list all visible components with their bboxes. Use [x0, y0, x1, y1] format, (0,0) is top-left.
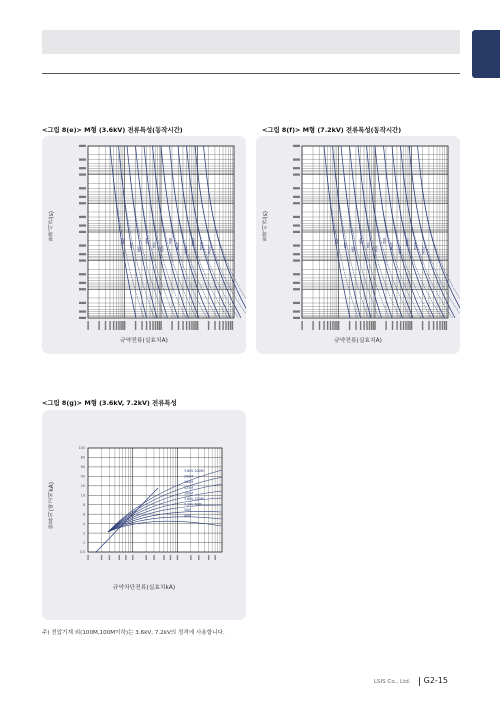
figure-f-xlabel: 규약전류(실효치A) [334, 338, 382, 344]
y-tick-label: 2 [82, 531, 85, 536]
curve-label: 7.2kV 50M [184, 502, 202, 507]
x-tick-mark [355, 321, 356, 330]
y-tick-mark [79, 288, 86, 290]
y-tick-mark [79, 158, 86, 160]
y-tick-mark [79, 317, 86, 319]
x-tick-mark [373, 321, 374, 330]
x-tick-mark [98, 321, 99, 330]
curve-label: 65A [374, 246, 378, 253]
y-tick-mark [293, 167, 300, 169]
y-tick-mark [79, 216, 86, 218]
x-tick-mark [436, 321, 437, 330]
x-tick-mark [152, 321, 153, 330]
x-tick-mark [191, 321, 192, 330]
y-tick-mark [293, 202, 300, 204]
y-tick-label: 8 [82, 502, 85, 507]
x-tick-mark [190, 555, 191, 560]
x-tick-mark [428, 321, 429, 330]
y-tick-mark [79, 187, 86, 189]
x-tick-mark [232, 321, 233, 330]
x-tick-mark [125, 555, 126, 560]
y-tick-label: 10 [80, 493, 85, 498]
y-tick-mark [293, 187, 300, 189]
x-tick-mark [214, 321, 215, 330]
x-tick-mark [301, 321, 302, 330]
x-tick-mark [101, 555, 102, 560]
y-tick-mark [79, 145, 86, 147]
x-tick-mark [109, 555, 110, 560]
x-tick-mark [446, 321, 447, 330]
x-tick-mark [178, 321, 179, 330]
x-tick-mark [105, 321, 106, 330]
curve-label: 20A [121, 238, 125, 245]
y-tick-mark [79, 167, 86, 169]
y-tick-mark [293, 196, 300, 198]
curve-label: 100M [184, 491, 194, 496]
x-tick-mark [371, 321, 372, 330]
x-tick-mark [197, 321, 198, 330]
figure-f-ylabel: 동작시간(s) [263, 211, 269, 242]
x-tick-mark [360, 321, 361, 330]
x-tick-mark [442, 321, 443, 330]
figure-e-chart [42, 136, 246, 354]
x-tick-mark [87, 321, 88, 330]
y-tick-mark [293, 244, 300, 246]
curve-label: 40M [184, 513, 192, 518]
y-tick-mark [293, 224, 300, 226]
x-tick-mark [170, 555, 171, 560]
y-tick-label: 20 [80, 484, 85, 489]
x-tick-mark [155, 321, 156, 330]
y-tick-mark [79, 282, 86, 284]
y-tick-mark [79, 259, 86, 261]
x-tick-mark [444, 321, 445, 330]
y-tick-mark [293, 216, 300, 218]
y-tick-mark [293, 145, 300, 147]
x-tick-mark [433, 321, 434, 330]
section-tab [472, 30, 500, 78]
y-tick-mark [79, 231, 86, 233]
curve-label: 250A [420, 246, 425, 255]
x-tick-mark [422, 321, 423, 330]
figure-f-chart [256, 136, 460, 354]
curve-label: 160A [405, 238, 410, 247]
y-tick-mark [293, 158, 300, 160]
y-tick-mark [293, 317, 300, 319]
curve-label: 3.6kV 200M [184, 469, 204, 473]
x-tick-mark [323, 321, 324, 330]
y-tick-mark [293, 173, 300, 175]
x-tick-mark [396, 321, 397, 330]
curve-label: 50A [152, 242, 157, 249]
curve-label: 25A [128, 242, 133, 249]
curve-label: 40A [144, 238, 149, 245]
y-tick-mark [293, 288, 300, 290]
curve-label: 80A [381, 238, 386, 245]
footnote: 주) 전압기재 외(100M,100M이하)는 3.6kV, 7.2kV의 정격에 사용합니다. [42, 630, 225, 636]
x-tick-mark [159, 321, 160, 330]
curve-label: 160A [191, 238, 196, 247]
curve-label: 20A [335, 238, 339, 245]
x-tick-mark [141, 321, 142, 330]
x-tick-mark [409, 321, 410, 330]
x-tick-mark [109, 321, 110, 330]
x-tick-mark [407, 321, 408, 330]
x-tick-mark [135, 321, 136, 330]
figure-g-xlabel: 규약차단전류(실효치kA) [112, 585, 176, 591]
page-number: G2-15 [423, 676, 448, 685]
x-tick-mark [222, 321, 223, 330]
figure-e-panel [42, 136, 246, 354]
x-tick-mark [369, 321, 370, 330]
x-tick-mark [146, 555, 147, 560]
header-rule [42, 73, 460, 74]
x-tick-mark [122, 321, 123, 330]
y-tick-label: 40 [80, 474, 85, 479]
x-tick-mark [124, 321, 125, 330]
curve-label: 50A [366, 242, 371, 249]
x-tick-mark [118, 321, 119, 330]
x-tick-mark [193, 321, 194, 330]
x-tick-mark [334, 321, 335, 330]
curve-label: 30A [350, 246, 355, 253]
x-tick-mark [411, 321, 412, 330]
figure-g-title: <그림 8(g)> M형 (3.6kV, 7.2kV) 전류특성 [42, 399, 177, 407]
y-tick-mark [79, 202, 86, 204]
curve-label: 80A [167, 238, 172, 245]
page-footer [374, 676, 448, 686]
curve-label: 125A [183, 246, 188, 255]
y-tick-mark [79, 173, 86, 175]
curve-label: 100A [389, 242, 394, 251]
x-tick-mark [214, 555, 215, 560]
x-tick-mark [230, 321, 231, 330]
figure-f-panel [256, 136, 460, 354]
x-tick-mark [366, 321, 367, 330]
curve-label: 160M [184, 480, 194, 485]
y-tick-mark [293, 302, 300, 304]
x-tick-mark [385, 321, 386, 330]
x-tick-mark [186, 321, 187, 330]
x-tick-mark [392, 321, 393, 330]
y-tick-mark [293, 259, 300, 261]
x-tick-mark [374, 321, 375, 330]
y-tick-mark [79, 196, 86, 198]
header-bar [42, 30, 460, 54]
x-tick-mark [332, 321, 333, 330]
x-tick-mark [327, 321, 328, 330]
x-tick-mark [312, 321, 313, 330]
x-tick-mark [405, 321, 406, 330]
y-tick-label: 100 [78, 446, 85, 451]
y-tick-mark [79, 244, 86, 246]
x-tick-mark [119, 555, 120, 560]
x-tick-mark [198, 555, 199, 560]
y-tick-mark [293, 273, 300, 275]
figure-e-xlabel: 규약전류(실효치A) [120, 338, 168, 344]
x-tick-mark [146, 321, 147, 330]
x-tick-mark [87, 555, 88, 560]
y-tick-label: 0.5 [79, 550, 85, 555]
curve-label: 200M [184, 474, 194, 479]
x-tick-mark [116, 321, 117, 330]
x-tick-mark [363, 321, 364, 330]
x-tick-mark [182, 321, 183, 330]
figure-g-ylabel: 한류치(파고치kA) [49, 482, 55, 529]
curve-label: 250A [206, 246, 211, 255]
curve-label: 200A [199, 242, 203, 251]
x-tick-mark [120, 321, 121, 330]
x-tick-mark [330, 321, 331, 330]
x-tick-mark [163, 555, 164, 560]
x-tick-mark [157, 321, 158, 330]
curve-label: 125M [184, 485, 194, 490]
curve-label: 100A [175, 242, 180, 251]
y-tick-mark [293, 231, 300, 233]
y-tick-label: 80 [80, 455, 85, 460]
x-tick-mark [177, 555, 178, 560]
company-name: LSIS Co., Ltd. [373, 679, 411, 685]
figure-e-title: <그림 8(e)> M형 (3.6kV) 전류특성(동작시간) [42, 126, 183, 134]
x-tick-mark [336, 321, 337, 330]
y-tick-mark [79, 273, 86, 275]
y-tick-label: 4 [82, 521, 85, 526]
x-tick-mark [400, 321, 401, 330]
x-tick-mark [153, 555, 154, 560]
y-tick-mark [79, 310, 86, 312]
footer-divider [419, 677, 420, 686]
y-tick-mark [293, 310, 300, 312]
y-tick-label: 6 [82, 512, 85, 517]
y-tick-mark [293, 282, 300, 284]
curve-label: 200A [413, 242, 417, 251]
x-tick-mark [208, 555, 209, 560]
x-tick-mark [225, 321, 226, 330]
x-tick-mark [195, 321, 196, 330]
y-tick-mark [79, 224, 86, 226]
curve-label: 40A [358, 238, 363, 245]
x-tick-mark [403, 321, 404, 330]
x-tick-mark [208, 321, 209, 330]
x-tick-mark [228, 321, 229, 330]
y-tick-label: 60 [80, 465, 85, 470]
x-tick-mark [219, 321, 220, 330]
figure-e-ylabel: 동작시간(s) [49, 211, 55, 242]
y-tick-mark [79, 253, 86, 255]
x-tick-mark [113, 321, 114, 330]
figure-f-title: <그림 8(f)> M형 (7.2kV) 전류특성(동작시간) [262, 126, 402, 134]
x-tick-mark [132, 555, 133, 560]
x-tick-mark [319, 321, 320, 330]
curve-label: 50M [184, 508, 192, 513]
curve-label: 3.6kV 100M [184, 497, 204, 501]
y-tick-mark [293, 253, 300, 255]
x-tick-mark [160, 321, 161, 330]
y-tick-label: 1 [82, 540, 85, 545]
figure-g-panel [42, 410, 246, 620]
curve-label: 25A [342, 242, 347, 249]
y-tick-mark [79, 302, 86, 304]
x-tick-mark [171, 321, 172, 330]
curve-label: 30A [136, 246, 141, 253]
curve-label: 65A [160, 246, 164, 253]
curve-label: 125A [397, 246, 402, 255]
x-tick-mark [439, 321, 440, 330]
x-tick-mark [149, 321, 150, 330]
x-tick-mark [349, 321, 350, 330]
x-tick-mark [338, 321, 339, 330]
x-tick-mark [189, 321, 190, 330]
